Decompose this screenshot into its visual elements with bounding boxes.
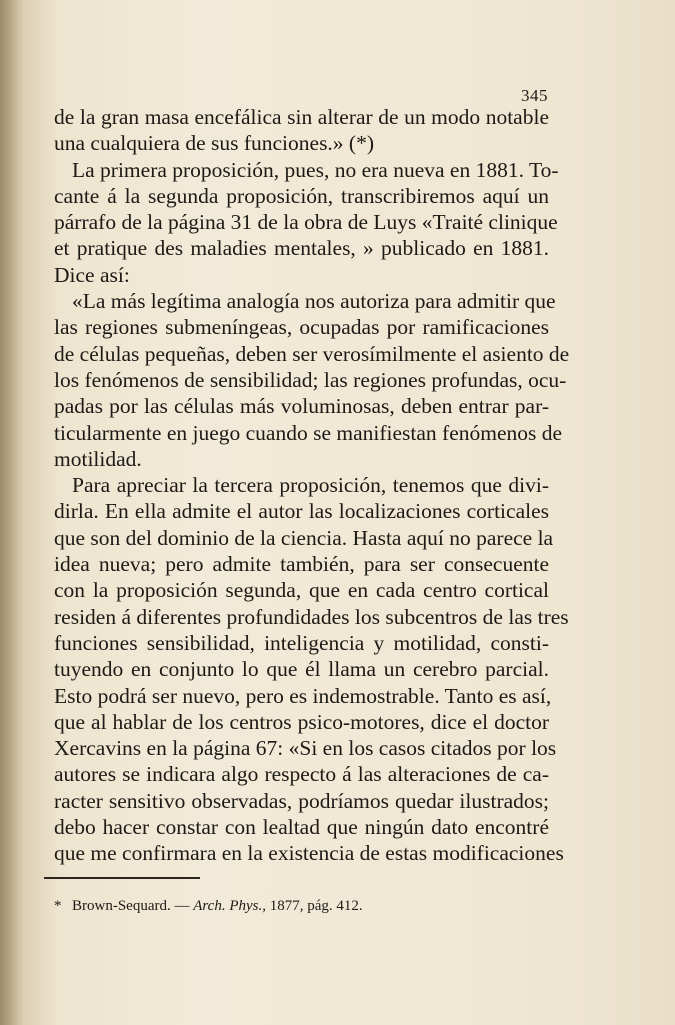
text-line: funciones sensibilidad, inteligencia y motilidad, consti-: [54, 630, 549, 655]
text-line: párrafo de la página 31 de la obra de Luys «Traité clinique: [54, 210, 558, 235]
text-line: una cualquiera de sus funciones.» (*): [54, 131, 375, 156]
text-line: que me confirmara en la existencia de estas modificaciones: [54, 841, 564, 866]
text-line: et pratique des maladies mentales, » publicado en 1881.: [54, 236, 549, 261]
text-line: de la gran masa encefálica sin alterar de un modo notable: [54, 105, 549, 129]
text-line: Para apreciar la tercera proposición, tenemos que divi-: [72, 473, 549, 498]
text-line: las regiones submeníngeas, ocupadas por ramificaciones: [54, 315, 549, 340]
footnote-rest: 1877, pág. 412.: [269, 898, 363, 914]
text-line: tuyendo en conjunto lo que él llama un cerebro parcial.: [54, 657, 549, 682]
binding-shadow: [0, 0, 24, 1025]
text-line: «La más legítima analogía nos autoriza para admitir que: [72, 289, 556, 314]
text-line: residen á diferentes profundidades los subcentros de las tres: [54, 604, 569, 629]
text-line: debo hacer constar con lealtad que ningún dato encontré: [54, 815, 549, 840]
page-number: 345: [521, 86, 548, 105]
text-line: que son del dominio de la ciencia. Hasta aquí no parece la: [54, 525, 554, 550]
footnote-rule: [44, 877, 200, 879]
text-line: autores se indicara algo respecto á las alteraciones de ca-: [54, 762, 549, 787]
text-line: con la proposición segunda, que en cada centro cortical: [54, 578, 549, 603]
body-text: [54, 104, 570, 867]
text-line: idea nueva; pero admite también, para ser consecuente: [54, 552, 549, 577]
text-line: ticularmente en juego cuando se manifiestan fenómenos de: [54, 420, 563, 445]
text-line: dirla. En ella admite el autor las localizaciones corticales: [54, 499, 549, 524]
text-line: Xercavins en la página 67: «Si en los casos citados por los: [54, 736, 557, 761]
text-line: Dice así:: [54, 262, 130, 287]
text-line: los fenómenos de sensibilidad; las regiones profundas, ocu-: [54, 367, 567, 392]
text-line: cante á la segunda proposición, transcribiremos aquí un: [54, 183, 549, 208]
text-line: de células pequeñas, deben ser verosímilmente el asiento de: [54, 341, 570, 366]
text-line: padas por las células más voluminosas, deben entrar par-: [54, 394, 549, 419]
text-line: que al hablar de los centros psico-motores, dice el doctor: [54, 709, 549, 734]
footnote-author: Brown-Sequard. —: [72, 898, 190, 914]
footnote-marker: *: [54, 898, 62, 914]
text-line: Esto podrá ser nuevo, pero es indemostrable. Tanto es así,: [54, 683, 552, 708]
text-line: La primera proposición, pues, no era nueva en 1881. To-: [72, 157, 559, 182]
footnote-source: Arch. Phys.,: [193, 898, 266, 914]
text-line: motilidad.: [54, 446, 142, 471]
footnote: [54, 898, 414, 915]
text-line: racter sensitivo observadas, podríamos quedar ilustrados;: [54, 788, 549, 813]
